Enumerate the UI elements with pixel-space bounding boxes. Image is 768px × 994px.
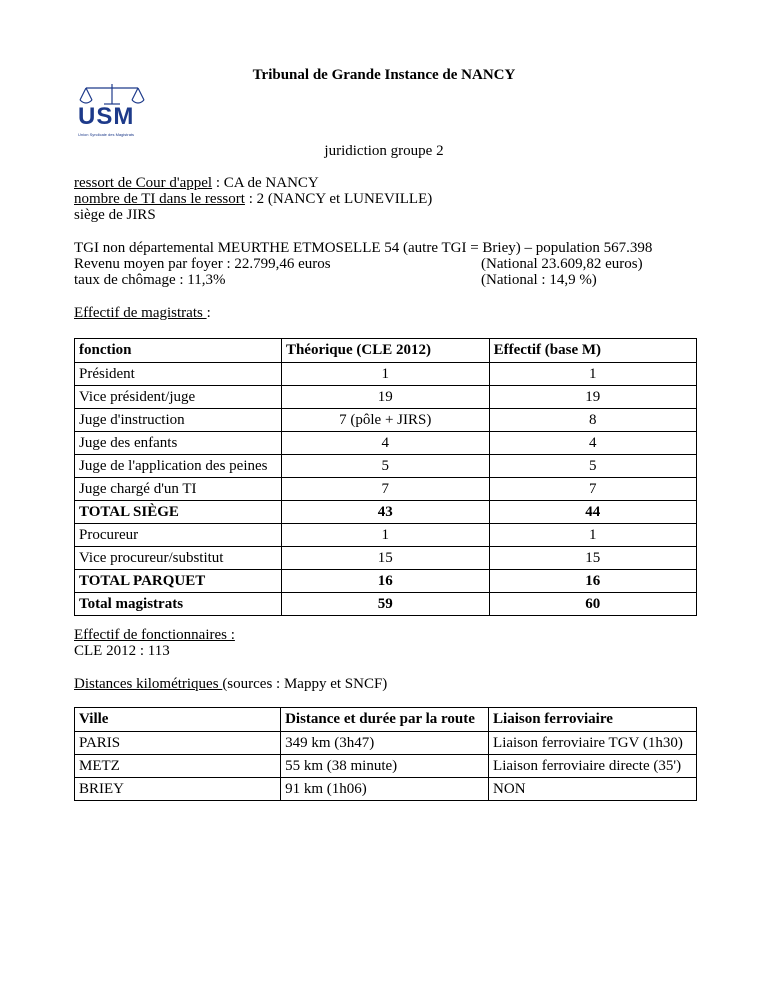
- column-header: Effectif (base M): [489, 339, 696, 363]
- cell-effectif: 16: [489, 570, 696, 593]
- cell-route: 55 km (38 minute): [281, 755, 489, 778]
- cell-fonction: Procureur: [75, 524, 282, 547]
- cell-fonction: Juge de l'application des peines: [75, 455, 282, 478]
- cell-fonction: Président: [75, 363, 282, 386]
- ti-line: [74, 191, 432, 208]
- groupe-label: juridiction groupe 2: [324, 143, 444, 159]
- cell-theorique: 16: [281, 570, 489, 593]
- cell-route: 349 km (3h47): [281, 732, 489, 755]
- chomage-national: (National : 14,9 %): [481, 272, 597, 288]
- ressort-label: ressort de Cour d'appel: [74, 175, 213, 191]
- magistrats-table: [74, 338, 697, 616]
- cell-fer: Liaison ferroviaire TGV (1h30): [489, 732, 697, 755]
- cell-theorique: 4: [281, 432, 489, 455]
- document-title: Tribunal de Grande Instance de NANCY: [252, 67, 516, 83]
- table-row: [75, 755, 697, 778]
- cell-theorique: 59: [281, 593, 489, 616]
- revenu-national: (National 23.609,82 euros): [481, 256, 643, 272]
- column-header: Liaison ferroviaire: [489, 708, 697, 732]
- table-header-row: [75, 708, 697, 732]
- table-row: [75, 455, 697, 478]
- cell-effectif: 15: [489, 547, 696, 570]
- total-row: [75, 501, 697, 524]
- cell-fonction: Vice procureur/substitut: [75, 547, 282, 570]
- cell-fonction: Juge chargé d'un TI: [75, 478, 282, 501]
- cell-effectif: 60: [489, 593, 696, 616]
- logo-text: USM: [78, 103, 135, 130]
- cell-fonction: TOTAL SIÈGE: [75, 501, 282, 524]
- cell-theorique: 7: [281, 478, 489, 501]
- usm-logo: [72, 80, 162, 140]
- table-header-row: [75, 339, 697, 363]
- table-row: [75, 524, 697, 547]
- cell-fonction: Vice président/juge: [75, 386, 282, 409]
- ti-label: nombre de TI dans le ressort: [74, 191, 245, 207]
- jirs-line: siège de JIRS: [74, 207, 156, 223]
- table-row: [75, 732, 697, 755]
- column-header: Théorique (CLE 2012): [281, 339, 489, 363]
- cell-effectif: 1: [489, 363, 696, 386]
- column-header: Distance et durée par la route: [281, 708, 489, 732]
- cell-ville: PARIS: [75, 732, 281, 755]
- cell-fonction: Total magistrats: [75, 593, 282, 616]
- tgi-line: TGI non départemental MEURTHE ETMOSELLE 54 (autre TGI = Briey) – population 567.398: [74, 240, 653, 256]
- cell-theorique: 1: [281, 363, 489, 386]
- cell-fonction: Juge des enfants: [75, 432, 282, 455]
- fonctionnaires-cle: CLE 2012 : 113: [74, 643, 170, 659]
- table-row: [75, 363, 697, 386]
- cell-fonction: Juge d'instruction: [75, 409, 282, 432]
- chomage-line: taux de chômage : 11,3%: [74, 272, 226, 288]
- magistrats-heading: Effectif de magistrats :: [74, 305, 211, 321]
- total-row: [75, 570, 697, 593]
- cell-theorique: 19: [281, 386, 489, 409]
- ti-value: : 2 (NANCY et LUNEVILLE): [244, 191, 433, 207]
- table-row: [75, 432, 697, 455]
- table-row: [75, 409, 697, 432]
- cell-effectif: 19: [489, 386, 696, 409]
- table-row: [75, 778, 697, 801]
- revenu-line: Revenu moyen par foyer : 22.799,46 euros: [74, 256, 331, 272]
- cell-theorique: 43: [281, 501, 489, 524]
- column-header: Ville: [75, 708, 281, 732]
- cell-fonction: TOTAL PARQUET: [75, 570, 282, 593]
- table-row: [75, 386, 697, 409]
- cell-effectif: 44: [489, 501, 696, 524]
- cell-theorique: 1: [281, 524, 489, 547]
- cell-fer: NON: [489, 778, 697, 801]
- distances-heading: Distances kilométriques (sources : Mappy et SNCF): [74, 676, 388, 692]
- cell-effectif: 5: [489, 455, 696, 478]
- column-header: fonction: [75, 339, 282, 363]
- cell-fer: Liaison ferroviaire directe (35'): [489, 755, 697, 778]
- table-row: [75, 547, 697, 570]
- cell-theorique: 5: [281, 455, 489, 478]
- cell-effectif: 4: [489, 432, 696, 455]
- cell-theorique: 15: [281, 547, 489, 570]
- cell-route: 91 km (1h06): [281, 778, 489, 801]
- cell-ville: BRIEY: [75, 778, 281, 801]
- logo-subtitle: Union Syndicale des Magistrats: [78, 132, 135, 137]
- distances-table: [74, 707, 697, 801]
- total-row: [75, 593, 697, 616]
- table-row: [75, 478, 697, 501]
- cell-ville: METZ: [75, 755, 281, 778]
- ressort-line: [74, 175, 319, 192]
- cell-effectif: 8: [489, 409, 696, 432]
- cell-effectif: 1: [489, 524, 696, 547]
- ressort-value: : CA de NANCY: [212, 175, 319, 191]
- fonctionnaires-heading: Effectif de fonctionnaires :: [74, 627, 235, 643]
- cell-theorique: 7 (pôle + JIRS): [281, 409, 489, 432]
- cell-effectif: 7: [489, 478, 696, 501]
